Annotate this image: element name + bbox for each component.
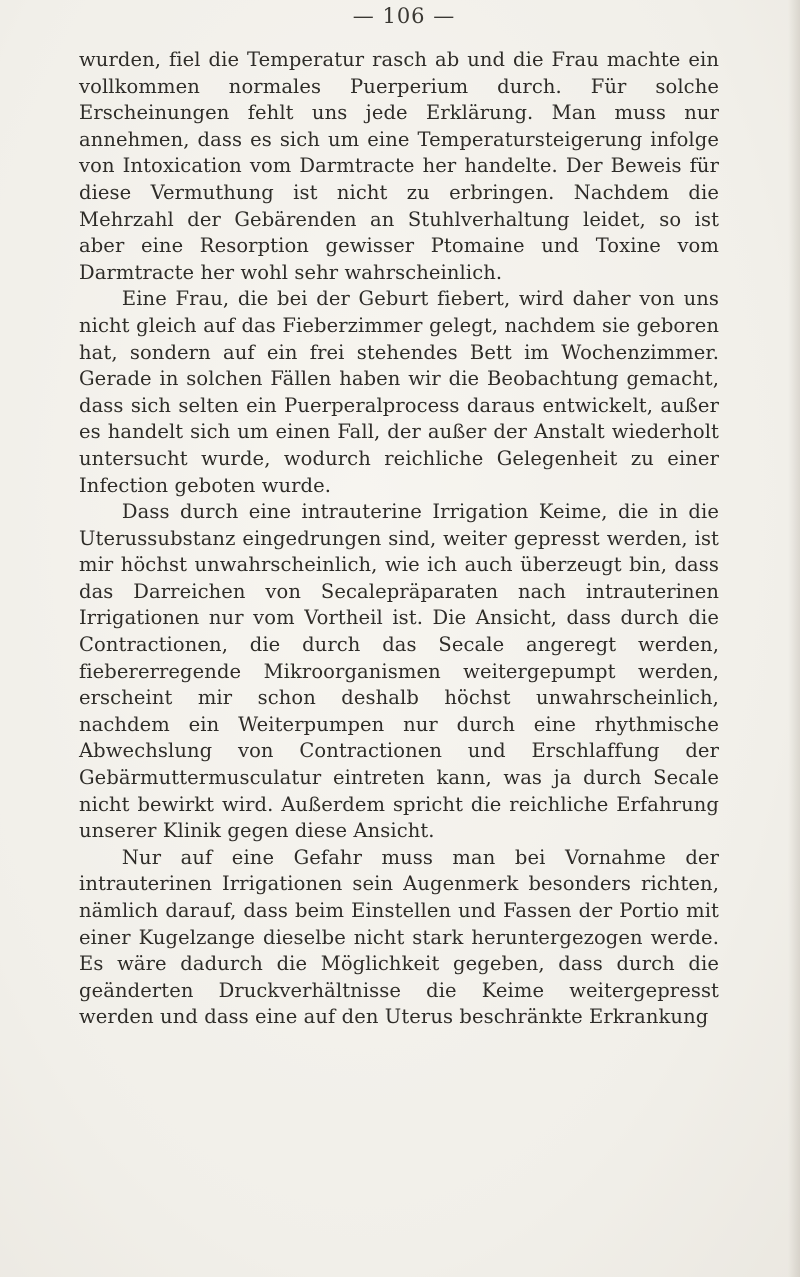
paragraph-3: Dass durch eine intrauterine Irrigation Keime, die in die Uterussubstanz eingedrungen sind, weiter gepresst werden, ist mir höchst unwahrscheinlich, wie ich auch überzeugt bin, dass das Darreichen von Secalepräparaten nach intrauterinen Irrigationen nur vom Vortheil ist. Die Ansicht, dass durch die Contractionen, die durch das Secale angeregt werden, fiebererregende Mikroorganismen weitergepumpt werden, erscheint mir schon deshalb höchst unwahrscheinlich, nachdem ein Weiterpumpen nur durch eine rhythmische Abwechslung von Contractionen und Erschlaffung der Gebärmuttermusculatur eintreten kann, was ja durch Secale nicht bewirkt wird. Außerdem spricht die reichliche Erfahrung unserer Klinik gegen diese Ansicht. — [79, 500, 719, 843]
page-number: — 106 — — [352, 4, 456, 28]
paragraph-1: wurden, fiel die Temperatur rasch ab und die Frau machte ein vollkommen normales Puerperium durch. Für solche Erscheinungen fehlt uns jede Erklärung. Man muss nur annehmen, dass es sich um eine Temperatursteigerung infolge von Intoxication vom Darmtracte her handelte. Der Beweis für diese Vermuthung ist nicht zu erbringen. Nachdem die Mehrzahl der Gebärenden an Stuhlverhaltung leidet, so ist aber eine Resorption gewisser Ptomaine und Toxine vom Darmtracte her wohl sehr wahrscheinlich. — [79, 48, 719, 284]
paragraph-2: Eine Frau, die bei der Geburt fiebert, wird daher von uns nicht gleich auf das Fieberzimmer gelegt, nachdem sie geboren hat, sondern auf ein frei stehendes Bett im Wochenzimmer. Gerade in solchen Fällen haben wir die Beobachtung gemacht, dass sich selten ein Puerperalprocess daraus entwickelt, außer es handelt sich um einen Fall, der außer der Anstalt wiederholt untersucht wurde, wodurch reichliche Gelegenheit zu einer Infection geboten wurde. — [79, 287, 719, 497]
paragraph-4: Nur auf eine Gefahr muss man bei Vornahme der intrauterinen Irrigationen sein Augenmerk besonders richten, nämlich darauf, dass beim Einstellen und Fassen der Portio mit einer Kugelzange dieselbe nicht stark heruntergezogen werde. Es wäre dadurch die Möglichkeit gegeben, dass durch die geänderten Druckverhältnisse die Keime weitergepresst werden und dass eine auf den Uterus beschränkte Erkrankung — [79, 845, 719, 1029]
page-edge-shadow — [788, 0, 800, 1277]
body-text — [79, 47, 719, 1031]
